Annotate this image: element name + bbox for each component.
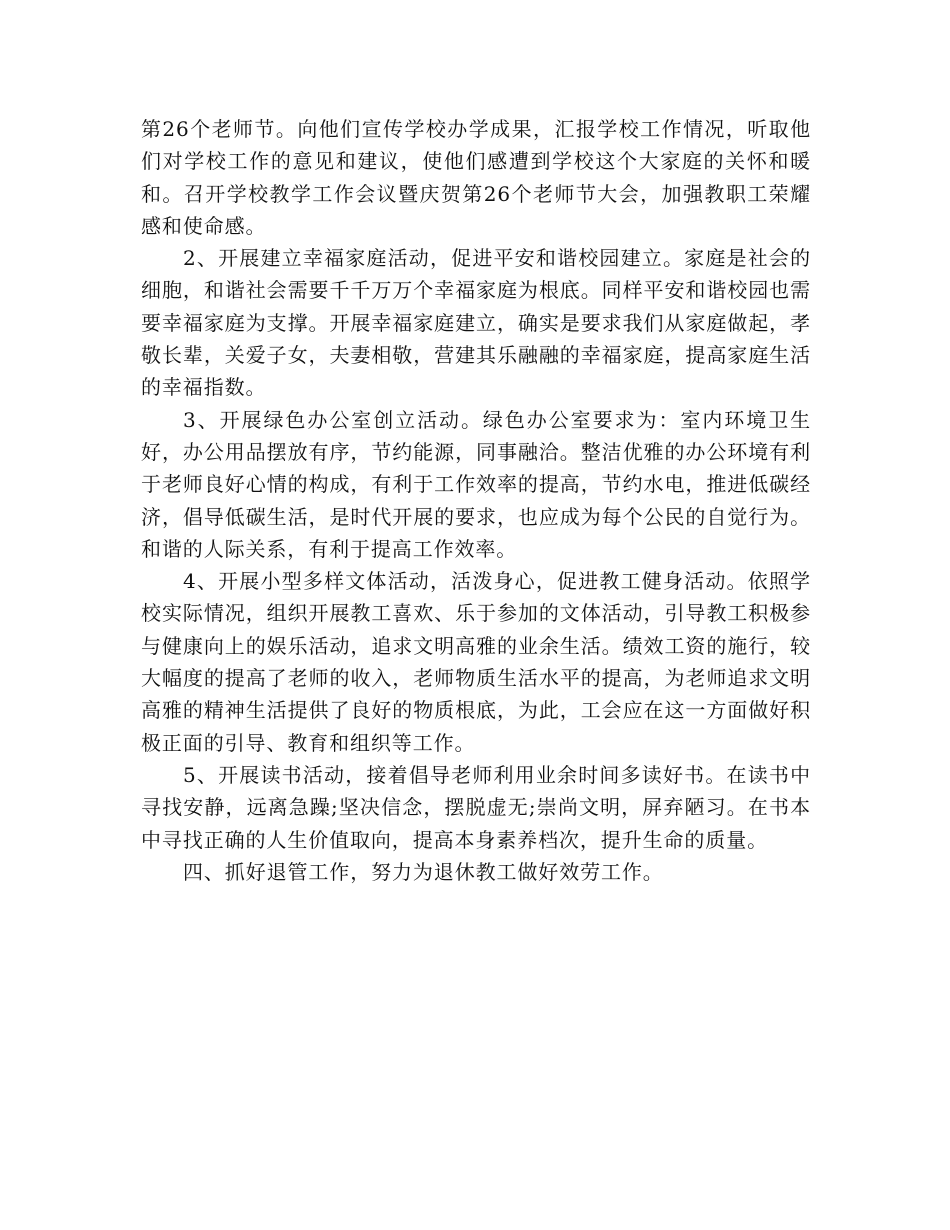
paragraph-5: 5、开展读书活动，接着倡导老师利用业余时间多读好书。在读书中寻找安静，远离急躁;坚决信念，摆脱虚无;崇尚文明，屏弃陋习。在书本中寻找正确的人生价值取向，提高本身素养档次，提升生命的质量。 bbox=[141, 762, 811, 852]
paragraph-2: 2、开展建立幸福家庭活动，促进平安和谐校园建立。家庭是社会的细胞，和谐社会需要千千万万个幸福家庭为根底。同样平安和谐校园也需要幸福家庭为支撑。开展幸福家庭建立，确实是要求我们从家庭做起，孝敬长辈，关爱子女，夫妻相敬，营建其乐融融的幸福家庭，提高家庭生活的幸福指数。 bbox=[141, 246, 811, 400]
paragraph-3: 3、开展绿色办公室创立活动。绿色办公室要求为：室内环境卫生好，办公用品摆放有序，节约能源，同事融洽。整洁优雅的办公环境有利于老师良好心情的构成，有利于工作效率的提高，节约水电，推进低碳经济，倡导低碳生活，是时代开展的要求，也应成为每个公民的自觉行为。和谐的人际关系，有利于提高工作效率。 bbox=[141, 407, 811, 561]
paragraph-1: 第26个老师节。向他们宣传学校办学成果，汇报学校工作情况，听取他们对学校工作的意见和建议，使他们感遭到学校这个大家庭的关怀和暖和。召开学校教学工作会议暨庆贺第26个老师节大会，加强教职工荣耀感和使命感。 bbox=[141, 117, 811, 238]
document-page bbox=[141, 113, 811, 888]
paragraph-4: 4、开展小型多样文体活动，活泼身心，促进教工健身活动。依照学校实际情况，组织开展教工喜欢、乐于参加的文体活动，引导教工积极参与健康向上的娱乐活动，追求文明高雅的业余生活。绩效工资的施行，较大幅度的提高了老师的收入，老师物质生活水平的提高，为老师追求文明高雅的精神生活提供了良好的物质根底，为此，工会应在这一方面做好积极正面的引导、教育和组织等工作。 bbox=[141, 569, 811, 755]
paragraph-6: 四、抓好退管工作，努力为退休教工做好效劳工作。 bbox=[183, 859, 664, 884]
